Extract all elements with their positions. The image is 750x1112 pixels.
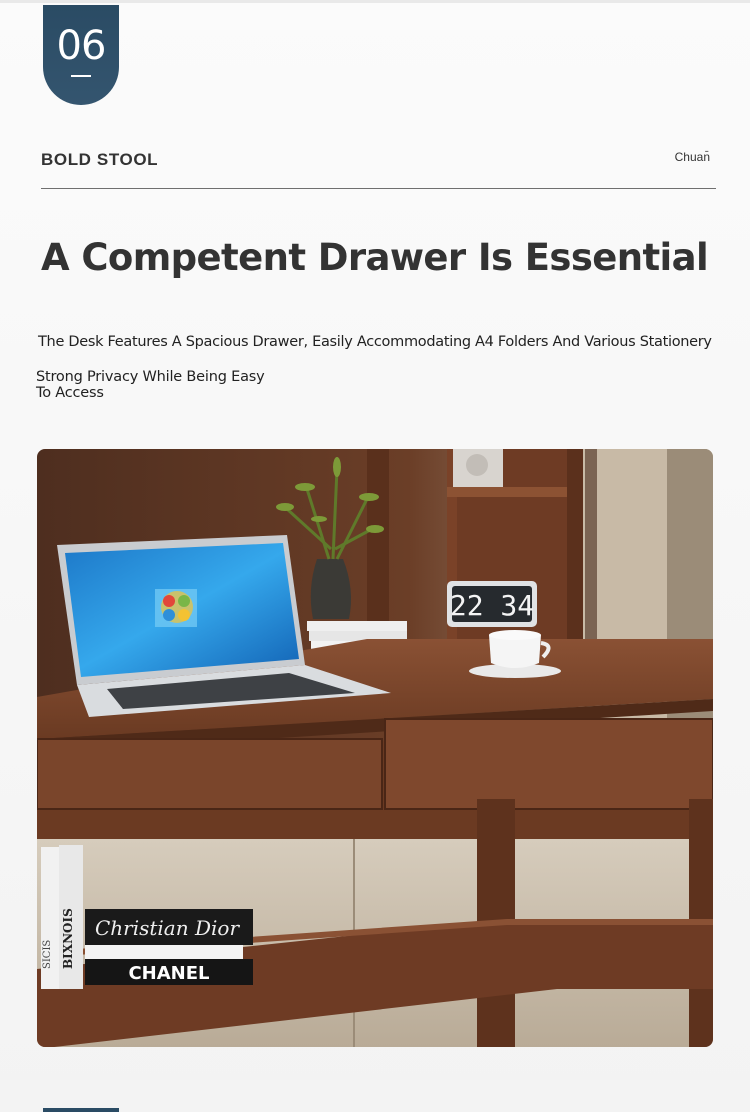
- product-photo: [37, 449, 713, 1047]
- desk-scene-illustration: [37, 449, 713, 1047]
- book-spine-2: SICIS: [42, 939, 53, 969]
- next-section-tab: [43, 1108, 119, 1112]
- badge-number: 06: [56, 23, 106, 69]
- top-divider: [0, 0, 750, 3]
- brand-name: Chuan̄: [674, 150, 710, 164]
- description: The Desk Features A Spacious Drawer, Easily Accommodating A4 Folders And Various Stationery: [38, 334, 712, 350]
- subtext: Strong Privacy While Being Easy To Access: [36, 369, 265, 401]
- book-title-dior: Christian Dior: [94, 916, 240, 940]
- headline: A Competent Drawer Is Essential: [41, 236, 709, 279]
- section-number-badge: [43, 5, 119, 105]
- badge-underline: [71, 75, 91, 77]
- clock-display: 22 34: [449, 589, 535, 622]
- book-spine-1: BIXNOIS: [61, 908, 75, 969]
- book-title-chanel: CHANEL: [128, 963, 210, 984]
- header-rule: [41, 188, 716, 189]
- section-title: BOLD STOOL: [41, 150, 159, 169]
